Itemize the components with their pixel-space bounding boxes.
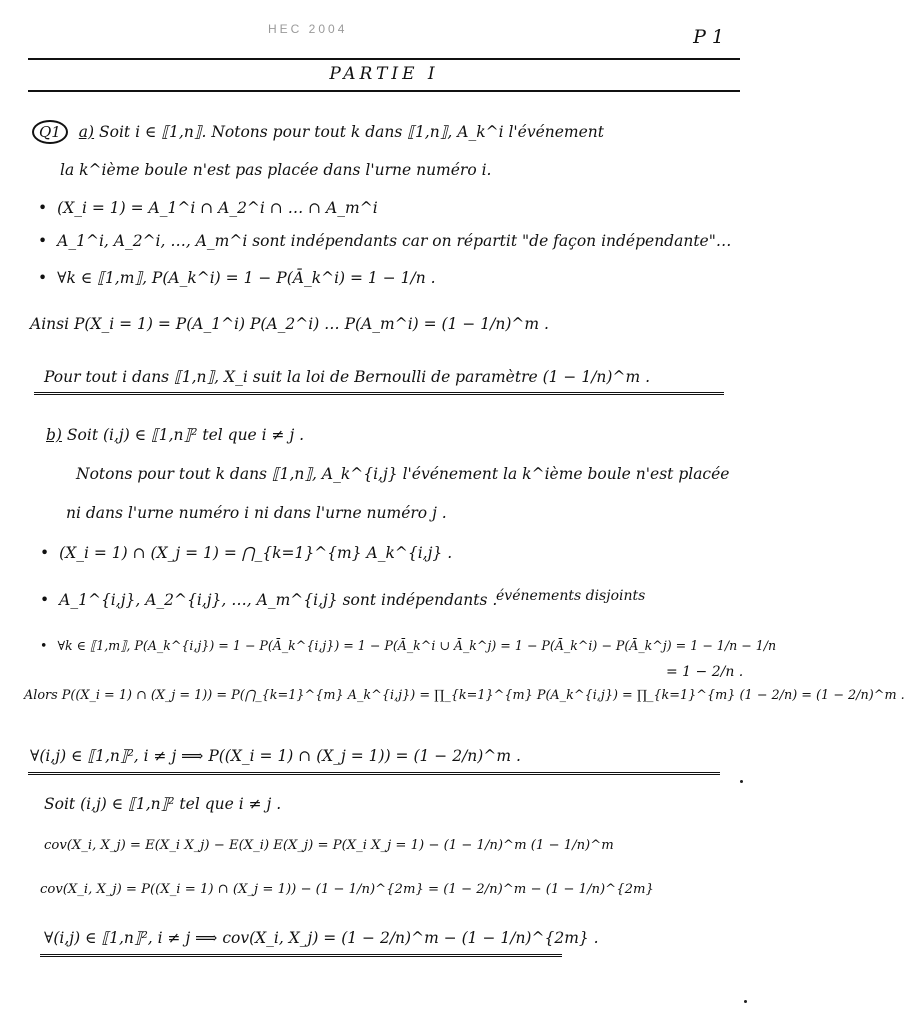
part-b-bullet-3 [40,636,776,656]
part-b-alors: Alors P((X_i = 1) ∩ (X_j = 1)) = P(⋂_{k=1}^{m} A_k^{i,j}) = ∏_{k=1}^{m} P(A_k^{i,j}) = ∏_{k=1}^{m} (1 − 2/n) = (1 − 2/n)^m . [24,688,905,703]
part-b-conclusion-rule [28,772,720,775]
part-b-bullet-1 [40,543,452,563]
bullet-icon: • [38,199,48,217]
bullet-icon: • [40,591,50,609]
section-title: PARTIE I [329,64,439,84]
cov-line-3: cov(X_i, X_j) = P((X_i = 1) ∩ (X_j = 1)) − (1 − 1/n)^{2m} = (1 − 2/n)^m − (1 − 1/n)^{2m} [40,882,654,897]
bullet-icon: • [38,269,48,287]
part-a-bullet-3 [38,268,436,288]
header-stamp: HEC 2004 [268,22,348,36]
bullet-icon: • [38,232,48,250]
header-rule [28,58,740,60]
part-b-conclusion: ∀(i,j) ∈ ⟦1,n⟧², i ≠ j ⟹ P((X_i = 1) ∩ (X_j = 1)) = (1 − 2/n)^m . [30,747,521,765]
section-rule [28,90,740,92]
page-number: P 1 [693,26,724,48]
bullet-icon: • [40,638,48,653]
cov-line-2: cov(X_i, X_j) = E(X_i X_j) − E(X_i) E(X_j) = P(X_i X_j = 1) − (1 − 1/n)^m (1 − 1/n)^m [44,838,614,853]
part-a-label: a) [78,123,95,141]
part-b-line-3: ni dans l'urne numéro i ni dans l'urne numéro j . [66,504,447,522]
part-a-conclusion: Pour tout i dans ⟦1,n⟧, X_i suit la loi de Bernoulli de paramètre (1 − 1/n)^m . [44,368,650,386]
part-b-side-note: événements disjoints [496,588,646,604]
bullet-text: A_1^{i,j}, A_2^{i,j}, …, A_m^{i,j} sont indépendants . [59,591,498,609]
part-a-conclusion-rule [34,392,724,395]
part-b-label: b) [46,426,62,444]
part-a-line-1 [32,120,604,144]
part-b-line-1 [46,425,304,445]
part-b-bullet-2 [40,590,497,610]
bullet-text: (X_i = 1) ∩ (X_j = 1) = ⋂_{k=1}^{m} A_k^{i,j} . [59,544,453,562]
part-b-text-1: Soit (i,j) ∈ ⟦1,n⟧² tel que i ≠ j . [66,426,305,444]
bullet-text: ∀k ∈ ⟦1,m⟧, P(A_k^{i,j}) = 1 − P(Ā_k^{i,j}) = 1 − P(Ā_k^i ∪ Ā_k^j) = 1 − P(Ā_k^i) − P(Ā_k^j) = 1 − 1/n − 1/n [57,638,777,653]
bullet-text: A_1^i, A_2^i, …, A_m^i sont indépendants car on répartit "de façon indépendante"… [57,232,732,250]
bullet-text: (X_i = 1) = A_1^i ∩ A_2^i ∩ … ∩ A_m^i [57,199,378,217]
part-a-bullet-2 [38,231,731,251]
bullet-icon: • [40,544,50,562]
part-a-text-1: Soit i ∈ ⟦1,n⟧. Notons pour tout k dans ⟦1,n⟧, A_k^i l'événement [99,123,605,141]
part-a-ainsi: Ainsi P(X_i = 1) = P(A_1^i) P(A_2^i) … P(A_m^i) = (1 − 1/n)^m . [30,315,549,333]
question-label: Q1 [32,120,68,144]
cov-conclusion: ∀(i,j) ∈ ⟦1,n⟧², i ≠ j ⟹ cov(X_i, X_j) = (1 − 2/n)^m − (1 − 1/n)^{2m} . [44,929,599,947]
part-a-bullet-1 [38,198,378,218]
bullet-text: ∀k ∈ ⟦1,m⟧, P(A_k^i) = 1 − P(Ā_k^i) = 1 − 1/n . [57,269,436,287]
cov-conclusion-rule [40,954,562,957]
cov-line-1: Soit (i,j) ∈ ⟦1,n⟧² tel que i ≠ j . [44,795,282,813]
part-b-bullet-3-continued: = 1 − 2/n . [666,664,744,680]
scan-speck [740,780,743,783]
scan-speck [744,1000,747,1003]
part-a-line-2: la k^ième boule n'est pas placée dans l'urne numéro i. [60,161,492,179]
part-b-line-2: Notons pour tout k dans ⟦1,n⟧, A_k^{i,j} l'événement la k^ième boule n'est placée [76,465,730,483]
